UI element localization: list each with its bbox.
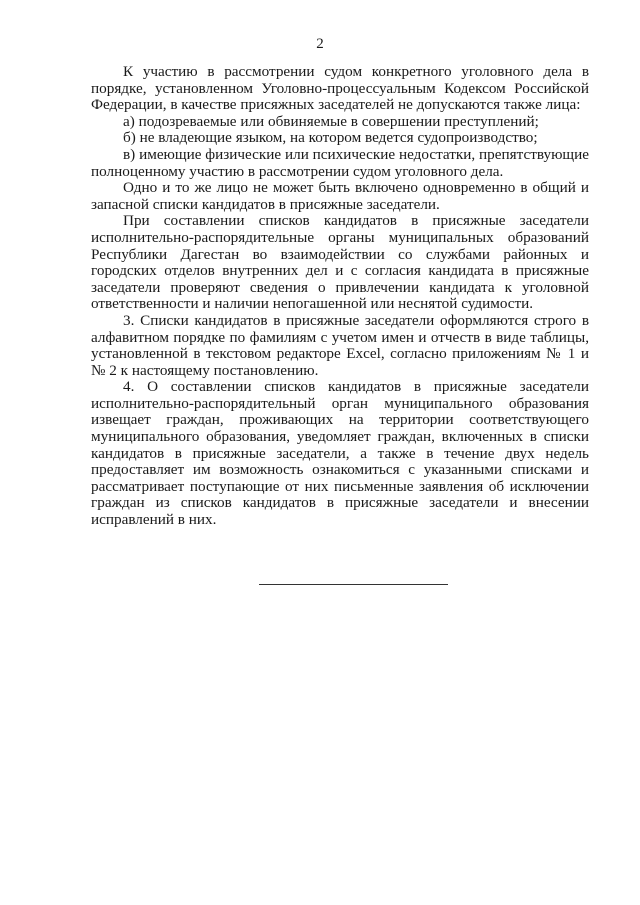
paragraph-item-a: а) подозреваемые или обвиняемые в совершении преступлений;: [123, 112, 539, 130]
paragraph-jury-exclusions-intro: К участию в рассмотрении судом конкретного уголовного дела в порядке, установленном Уголовно-процессуальным Кодексом Российской Федерации, в качестве присяжных заседателей не допускаются также лица:: [91, 63, 589, 114]
paragraph-item-c: в) имеющие физические или психические недостатки, препятствующие полноценному участию в рассмотрении судом уголовного дела.: [91, 145, 589, 180]
closing-separator-line: [259, 584, 448, 585]
paragraph-single-inclusion: Одно и то же лицо не может быть включено одновременно в общий и запасной списки кандидатов в присяжные заседатели.: [91, 179, 589, 213]
paragraph-section-4: 4. О составлении списков кандидатов в присяжные заседатели исполнительно-распорядительный орган муниципального образования извещает граждан, проживающих на территории соответствующего муниципального образования, уведомляет граждан, включенных в списки кандидатов в присяжные заседатели, а также в течение двух недель предоставляет им возможность ознакомиться с указанными списками и рассматривает поступающие от них письменные заявления об исключении граждан из списков кандидатов в присяжные заседатели и внесении исправлений в них.: [91, 378, 589, 529]
paragraph-section-3: 3. Списки кандидатов в присяжные заседатели оформляются строго в алфавитном порядке по фамилиям с учетом имен и отчеств в виде таблицы, установленной в текстовом редакторе Excel, согласно приложениям № 1 и № 2 к настоящему постановлению.: [91, 311, 589, 379]
document-body: [91, 64, 589, 529]
page-number: 2: [316, 36, 324, 52]
paragraph-item-b: б) не владеющие языком, на котором ведется судопроизводство;: [123, 129, 538, 147]
paragraph-verification: При составлении списков кандидатов в присяжные заседатели исполнительно-распорядительные органы муниципальных образований Республики Дагестан во взаимодействии со службами районных и городских отделов внутренних дел и с согласия кандидата в присяжные заседатели проверяют сведения о привлечении кандидата к уголовной ответственности и наличии непогашенной или неснятой судимости.: [91, 212, 589, 313]
